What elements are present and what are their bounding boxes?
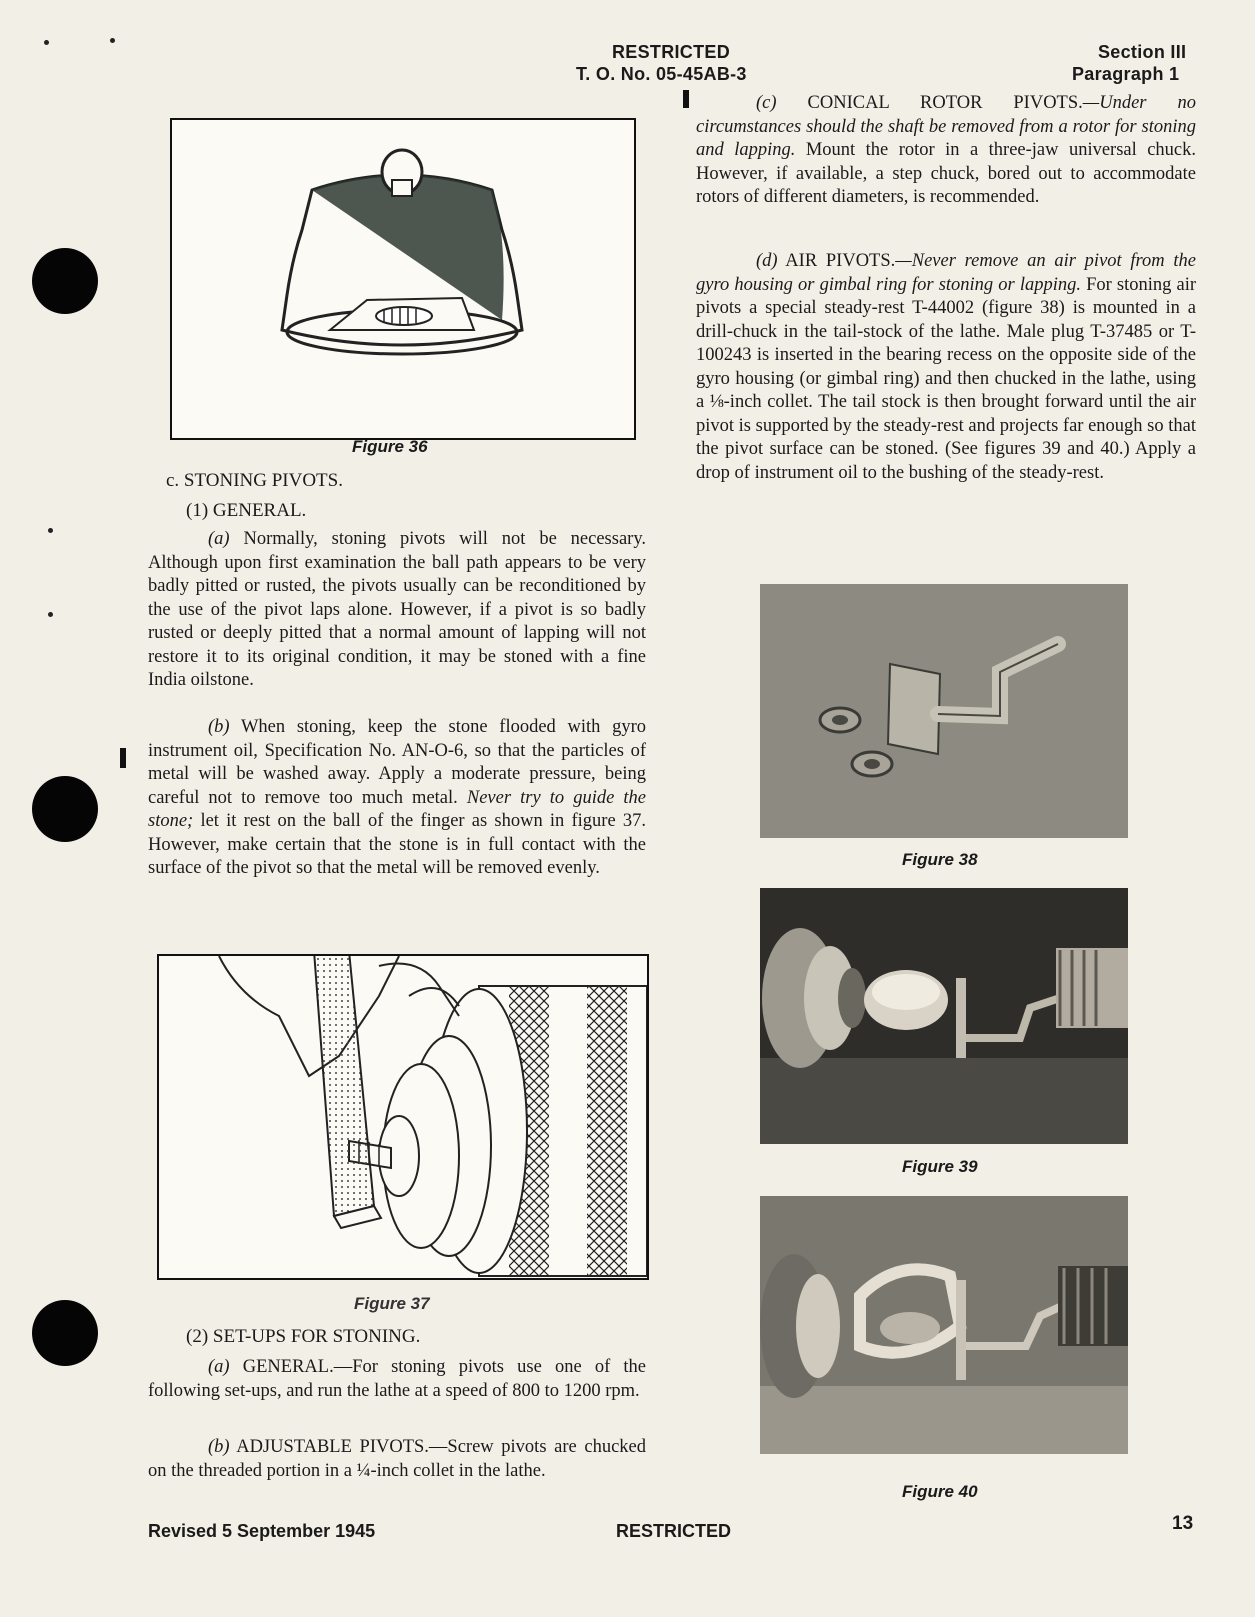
lathe-setup-photo-39 [760, 888, 1128, 1144]
figure-37-caption: Figure 37 [354, 1294, 430, 1313]
paragraph-d-air-pivots [696, 250, 1196, 485]
footer-restricted: RESTRICTED [616, 1521, 732, 1541]
text-setup-b: —Screw pivots are chucked on the threaded portion in a ¼-inch collet in the lathe. [148, 1437, 647, 1481]
label-b: (b) [208, 717, 230, 737]
text-b-part2: let it rest on the ball of the finger as shown in figure 37. However, make certain that the stone is in full contact with the surface of the pivot so that the metal will be removed evenly. [148, 811, 647, 878]
bell-jar-illustration [172, 120, 634, 438]
text-a: Normally, stoning pivots will not be necessary. Although upon first examination the ball path appears to be very badly pitted or rusted, the pivots usually can be reconditioned by the use of the pivot laps alone. However, if a pivot is so badly rusted or deeply pitted that a normal amount of lapping will not restore it to its original condition, it may be stoned with a fine India oilstone. [148, 529, 647, 690]
heading-general: (1) GENERAL. [186, 500, 307, 521]
paragraph-c-conical [696, 92, 1196, 210]
label-setup-b: (b) [208, 1437, 230, 1457]
title-d: AIR PIVOTS. [785, 251, 896, 271]
page-number: 13 [1172, 1513, 1194, 1534]
paragraph-a-normally [148, 528, 646, 693]
heading-set-ups: (2) SET-UPS FOR STONING. [186, 1326, 421, 1347]
label-setup-a: (a) [208, 1357, 230, 1377]
margin-speck [48, 528, 53, 533]
figure-39-photo [760, 888, 1128, 1144]
figure-39-caption: Figure 39 [902, 1157, 978, 1176]
margin-speck [48, 612, 53, 617]
change-bar [120, 748, 126, 768]
title-c: CONICAL ROTOR PIVOTS. [807, 93, 1083, 113]
margin-speck [110, 38, 115, 43]
title-setup-a: GENERAL. [242, 1357, 334, 1377]
header-section: Section III [1098, 42, 1187, 62]
binder-hole [32, 248, 98, 314]
paragraph-b-when-stoning [148, 716, 646, 881]
paragraph-setup-a [148, 1356, 646, 1403]
footer-revised-date: Revised 5 September 1945 [148, 1521, 376, 1541]
text-setup-a: —For stoning pivots use one of the following set-ups, and run the lathe at a speed of 800 to 1200 rpm. [148, 1357, 646, 1401]
text-d-italic: —Never remove an air pivot from the gyro housing or gimbal ring for stoning or lapping. [696, 251, 1196, 295]
text-b-part1: When stoning, keep the stone flooded with gyro instrument oil, Specification No. AN-O-6, so that the particles of metal will be washed away. Apply a moderate pressure, being careful not to remove too much metal. [148, 717, 646, 808]
change-bar [683, 90, 689, 108]
label-c: (c) [756, 93, 777, 113]
figure-36-caption: Figure 36 [352, 437, 428, 456]
stoning-hand-illustration [159, 956, 647, 1278]
text-c: Mount the rotor in a three-jaw universal chuck. However, if available, a step chuck, bored out to accommodate rotors of different diameters, is recommended. [696, 140, 1197, 207]
label-d: (d) [756, 251, 778, 271]
header-paragraph: Paragraph 1 [1072, 64, 1180, 84]
heading-stoning-pivots: c. STONING PIVOTS. [166, 470, 343, 491]
figure-38-caption: Figure 38 [902, 850, 978, 869]
lathe-setup-photo-40 [760, 1196, 1128, 1454]
label-a: (a) [208, 529, 230, 549]
binder-hole [32, 1300, 98, 1366]
figure-40-photo [760, 1196, 1128, 1454]
figure-38-photo [760, 584, 1128, 838]
paragraph-setup-b [148, 1436, 646, 1483]
header-to-number: T. O. No. 05-45AB-3 [576, 64, 747, 84]
binder-hole [32, 776, 98, 842]
figure-37-image [157, 954, 649, 1280]
figure-40-caption: Figure 40 [902, 1482, 978, 1501]
text-d: For stoning air pivots a special steady-rest T-44002 (figure 38) is mounted in a drill-chuck in the tail-stock of the lathe. Male plug T-37485 or T-100243 is inserted in the bearing recess on the opposite side of the gyro housing (or gimbal ring) and then chucked in the lathe, using a ⅛-inch collet. The tail stock is then brought forward until the air pivot is supported by the steady-rest and projects far enough so that the pivot surface can be stoned. (See figures 39 and 40.) Apply a drop of instrument oil to the bushing of the steady-rest. [696, 274, 1196, 483]
title-setup-b: ADJUSTABLE PIVOTS. [236, 1437, 429, 1457]
margin-speck [44, 40, 49, 45]
text-b-italic: Never try to guide the stone; [148, 787, 646, 831]
steady-rest-photo [760, 584, 1128, 838]
figure-36-image [170, 118, 636, 440]
text-c-italic: —Under no circumstances should the shaft be removed from a rotor for stoning and lapping. [696, 93, 1196, 160]
header-restricted: RESTRICTED [612, 42, 731, 62]
